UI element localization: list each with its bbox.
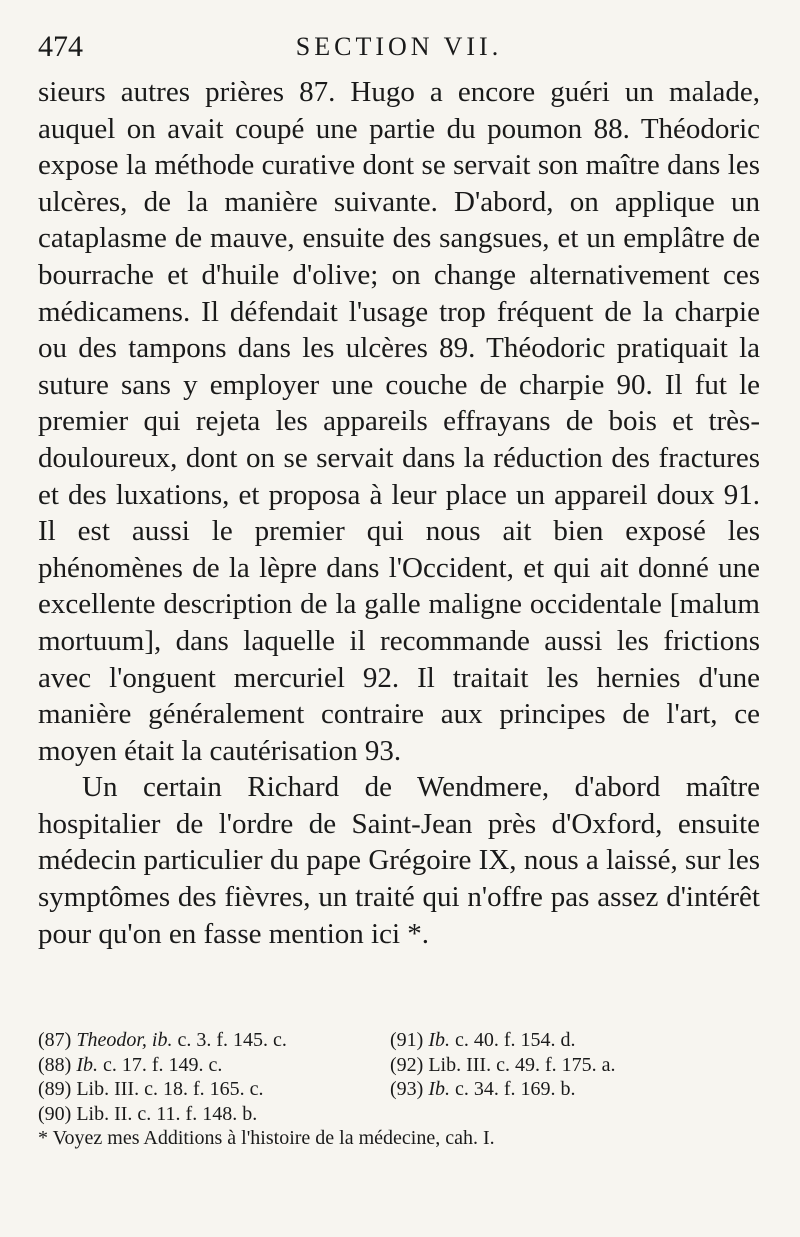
body-text: [38, 74, 760, 952]
book-page: [38, 30, 760, 1151]
footnote-88: (88) Ib. c. 17. f. 149. c.: [38, 1053, 223, 1076]
footnotes: [38, 1028, 760, 1151]
footnote-90: (90) Lib. II. c. 11. f. 148. b.: [38, 1102, 258, 1125]
page-number: 474: [38, 30, 83, 63]
footnote-column-left: [38, 1028, 390, 1126]
footnote-87: (87) Theodor, ib. c. 3. f. 145. c.: [38, 1029, 287, 1052]
footnote-93: (93) Ib. c. 34. f. 169. b.: [390, 1078, 576, 1101]
footnote-column-right: [390, 1028, 730, 1126]
running-head: SECTION VII.: [295, 32, 503, 61]
paragraph-2: Un certain Richard de Wendmere, d'abord maître hospitalier de l'ordre de Saint-Jean près d'Oxford, ensuite médecin particulier du pape Grégoire IX, nous a laissé, sur les symptômes des fièvres, un traité qui n'offre pas assez d'intérêt pour qu'on en fasse mention ici *.: [38, 771, 760, 950]
footnote-91: (91) Ib. c. 40. f. 154. d.: [390, 1029, 576, 1052]
paragraph-1: sieurs autres prières 87. Hugo a encore guéri un malade, auquel on avait coupé une partie du poumon 88. Théodoric expose la méthode curative dont se servait son maître dans les ulcères, de la manière suivante. D'abord, on applique un cataplasme de mauve, ensuite des sangsues, et un emplâtre de bourrache et d'huile d'olive; on change alternativement ces médicamens. Il défendait l'usage trop fréquent de la charpie ou des tampons dans les ulcères 89. Théodoric pratiquait la suture sans y employer une couche de charpie 90. Il fut le premier qui rejeta les appareils effrayans de bois et très-douloureux, dont on se servait dans la réduction des fractures et des luxations, et proposa à leur place un appareil doux 91. Il est aussi le premier qui nous ait bien exposé les phénomènes de la lèpre dans l'Occident, et qui ait donné une excellente description de la galle maligne occidentale [malum mortuum], dans laquelle il recommande aussi les frictions avec l'onguent mercuriel 92. Il traitait les hernies d'une manière généralement contraire aux principes de l'art, ce moyen était la cautérisation 93.: [38, 76, 760, 767]
footnote-star: * Voyez mes Additions à l'histoire de la médecine, cah. I.: [38, 1127, 495, 1150]
page-header: [38, 30, 760, 74]
footnote-89: (89) Lib. III. c. 18. f. 165. c.: [38, 1078, 264, 1101]
footnote-92: (92) Lib. III. c. 49. f. 175. a.: [390, 1053, 616, 1076]
